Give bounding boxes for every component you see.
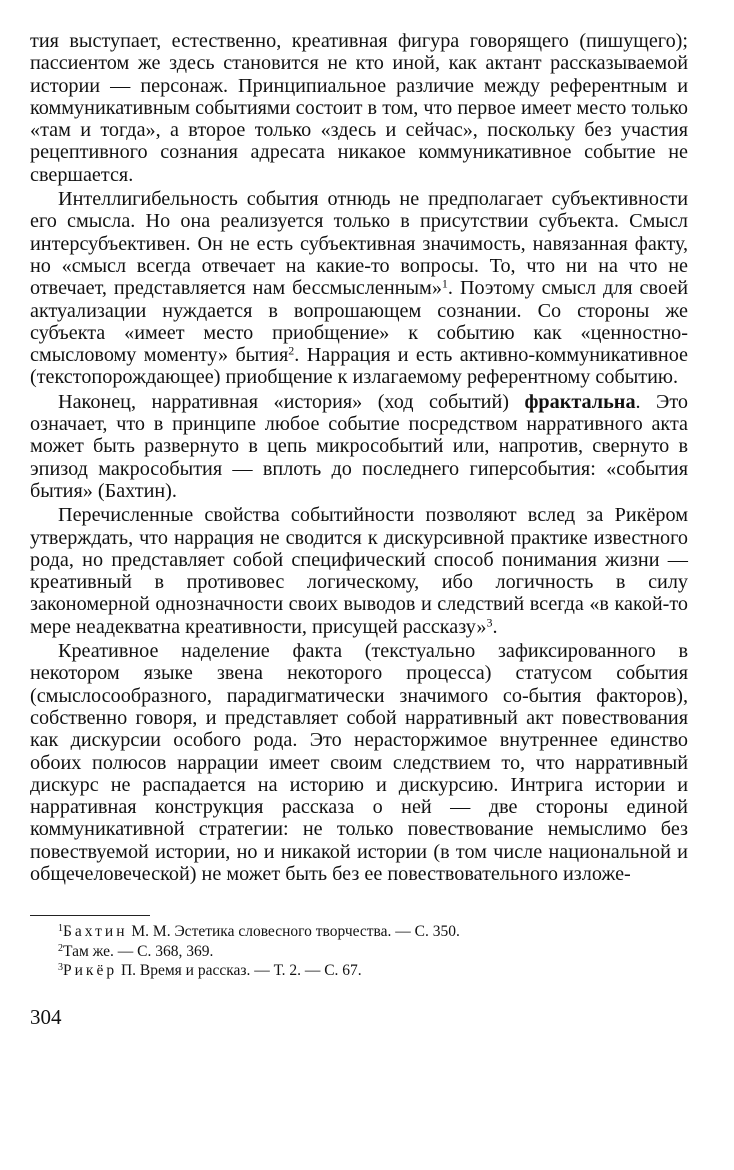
paragraph-text: . Это означает, что в принципе любое событие посредством нарративного акта может быть развернуто в цепь микрособытий или, напротив, свернуто в эпизод макрособытия — вплоть до последнего гиперсобытия: «события бытия» (Бахтин). xyxy=(30,390,689,502)
bold-term: фрактальна xyxy=(524,390,636,413)
paragraph-5 xyxy=(30,640,688,885)
paragraph-2 xyxy=(30,188,688,389)
footnote-ref-2: 2 xyxy=(288,343,295,358)
paragraph-text: . Поэтому смысл для своей актуализации нуждается в вопрошающем сознании. Со стороны же субъекта «имеет место приобщение» к событию как «ценностно-смысловому моменту» бытия xyxy=(30,277,689,367)
footnote-1 xyxy=(30,922,688,942)
paragraph-text: тия выступает, естественно, креативная фигура говорящего (пишущего); пассиентом же здесь становится не кто иной, как актант рассказываемой истории — персонаж. Принципиальное различие между референтным и коммуникативным событиями состоит в том, что первое имеет место только «там и тогда», а второе только «здесь и сейчас», поскольку без участия рецептивного сознания адресата никакое коммуникативное событие не свершается. xyxy=(30,30,688,186)
paragraph-text: Интеллигибельность события отнюдь не предполагает субъективности его смысла. Но она реализуется только в присутствии субъекта. Смысл интерсубъективен. Он не есть субъективная значимость, навязанная факту, но «смысл всегда отвечает на какие-то вопросы. То, что ни на что не отвечает, представляется нам бессмысленным» xyxy=(30,188,688,300)
footnote-text: П. Время и рассказ. — Т. 2. — С. 67. xyxy=(117,962,362,980)
paragraph-text: . Наррация и есть активно-коммуникативное (текстопорождающее) приобщение к излагаемому референтному событию. xyxy=(30,344,688,389)
footnote-2 xyxy=(30,942,688,962)
footnote-ref-1: 1 xyxy=(441,276,448,291)
book-page xyxy=(30,30,688,1029)
footnote-text: М. М. Эстетика словесного творчества. — С. 350. xyxy=(127,923,460,941)
paragraph-4 xyxy=(30,504,688,638)
paragraph-text: . xyxy=(492,615,498,638)
paragraph-text: Креативное наделение факта (текстуально зафиксированного в некотором языке звена некоторого процесса) статусом события (смыслосообразного, парадигматически значимого со-бытия факторов), собственно говоря, и представляет собой нарративный акт повествования как дискурсии особого рода. Это нерасторжимое внутреннее единство обоих полюсов наррации имеет своим следствием то, что нарративный дискурс не распадается на историю и дискурсию. Интрига истории и нарративная конструкция рассказа о ней — две стороны единой коммуникативной стратегии: не только повествование немыслимо без повествуемой истории, но и никакой истории (в том числе национальной и общечеловеческой) не может быть без ее повествовательного изложе- xyxy=(30,640,688,885)
footnote-number: 1 xyxy=(58,923,63,935)
paragraph-text: Перечисленные свойства событийности позволяют вслед за Рикёром утверждать, что наррация не сводится к дискурсивной практике известного рода, но представляет собой специфический способ понимания жизни — креативный в противовес логическому, ибо логичность в силу закономерной однозначности своих выводов и следствий всегда «в какой-то мере неадекватна креативности, присущей рассказу» xyxy=(30,504,688,638)
paragraph-1 xyxy=(30,30,688,186)
footnote-author: Бахтин xyxy=(63,923,128,941)
paragraph-text: Наконец, нарративная «история» (ход событий) xyxy=(58,390,525,413)
footnote-number: 3 xyxy=(58,962,63,974)
page-number: 304 xyxy=(30,1004,62,1029)
footnote-divider xyxy=(30,915,150,916)
paragraph-3 xyxy=(30,391,688,502)
footnote-text: Там же. — С. 368, 369. xyxy=(63,942,214,960)
footnote-number: 2 xyxy=(58,942,63,954)
footnote-3 xyxy=(30,961,688,981)
footnote-author: Рикёр xyxy=(63,962,118,980)
footnote-ref-3: 3 xyxy=(486,615,493,630)
